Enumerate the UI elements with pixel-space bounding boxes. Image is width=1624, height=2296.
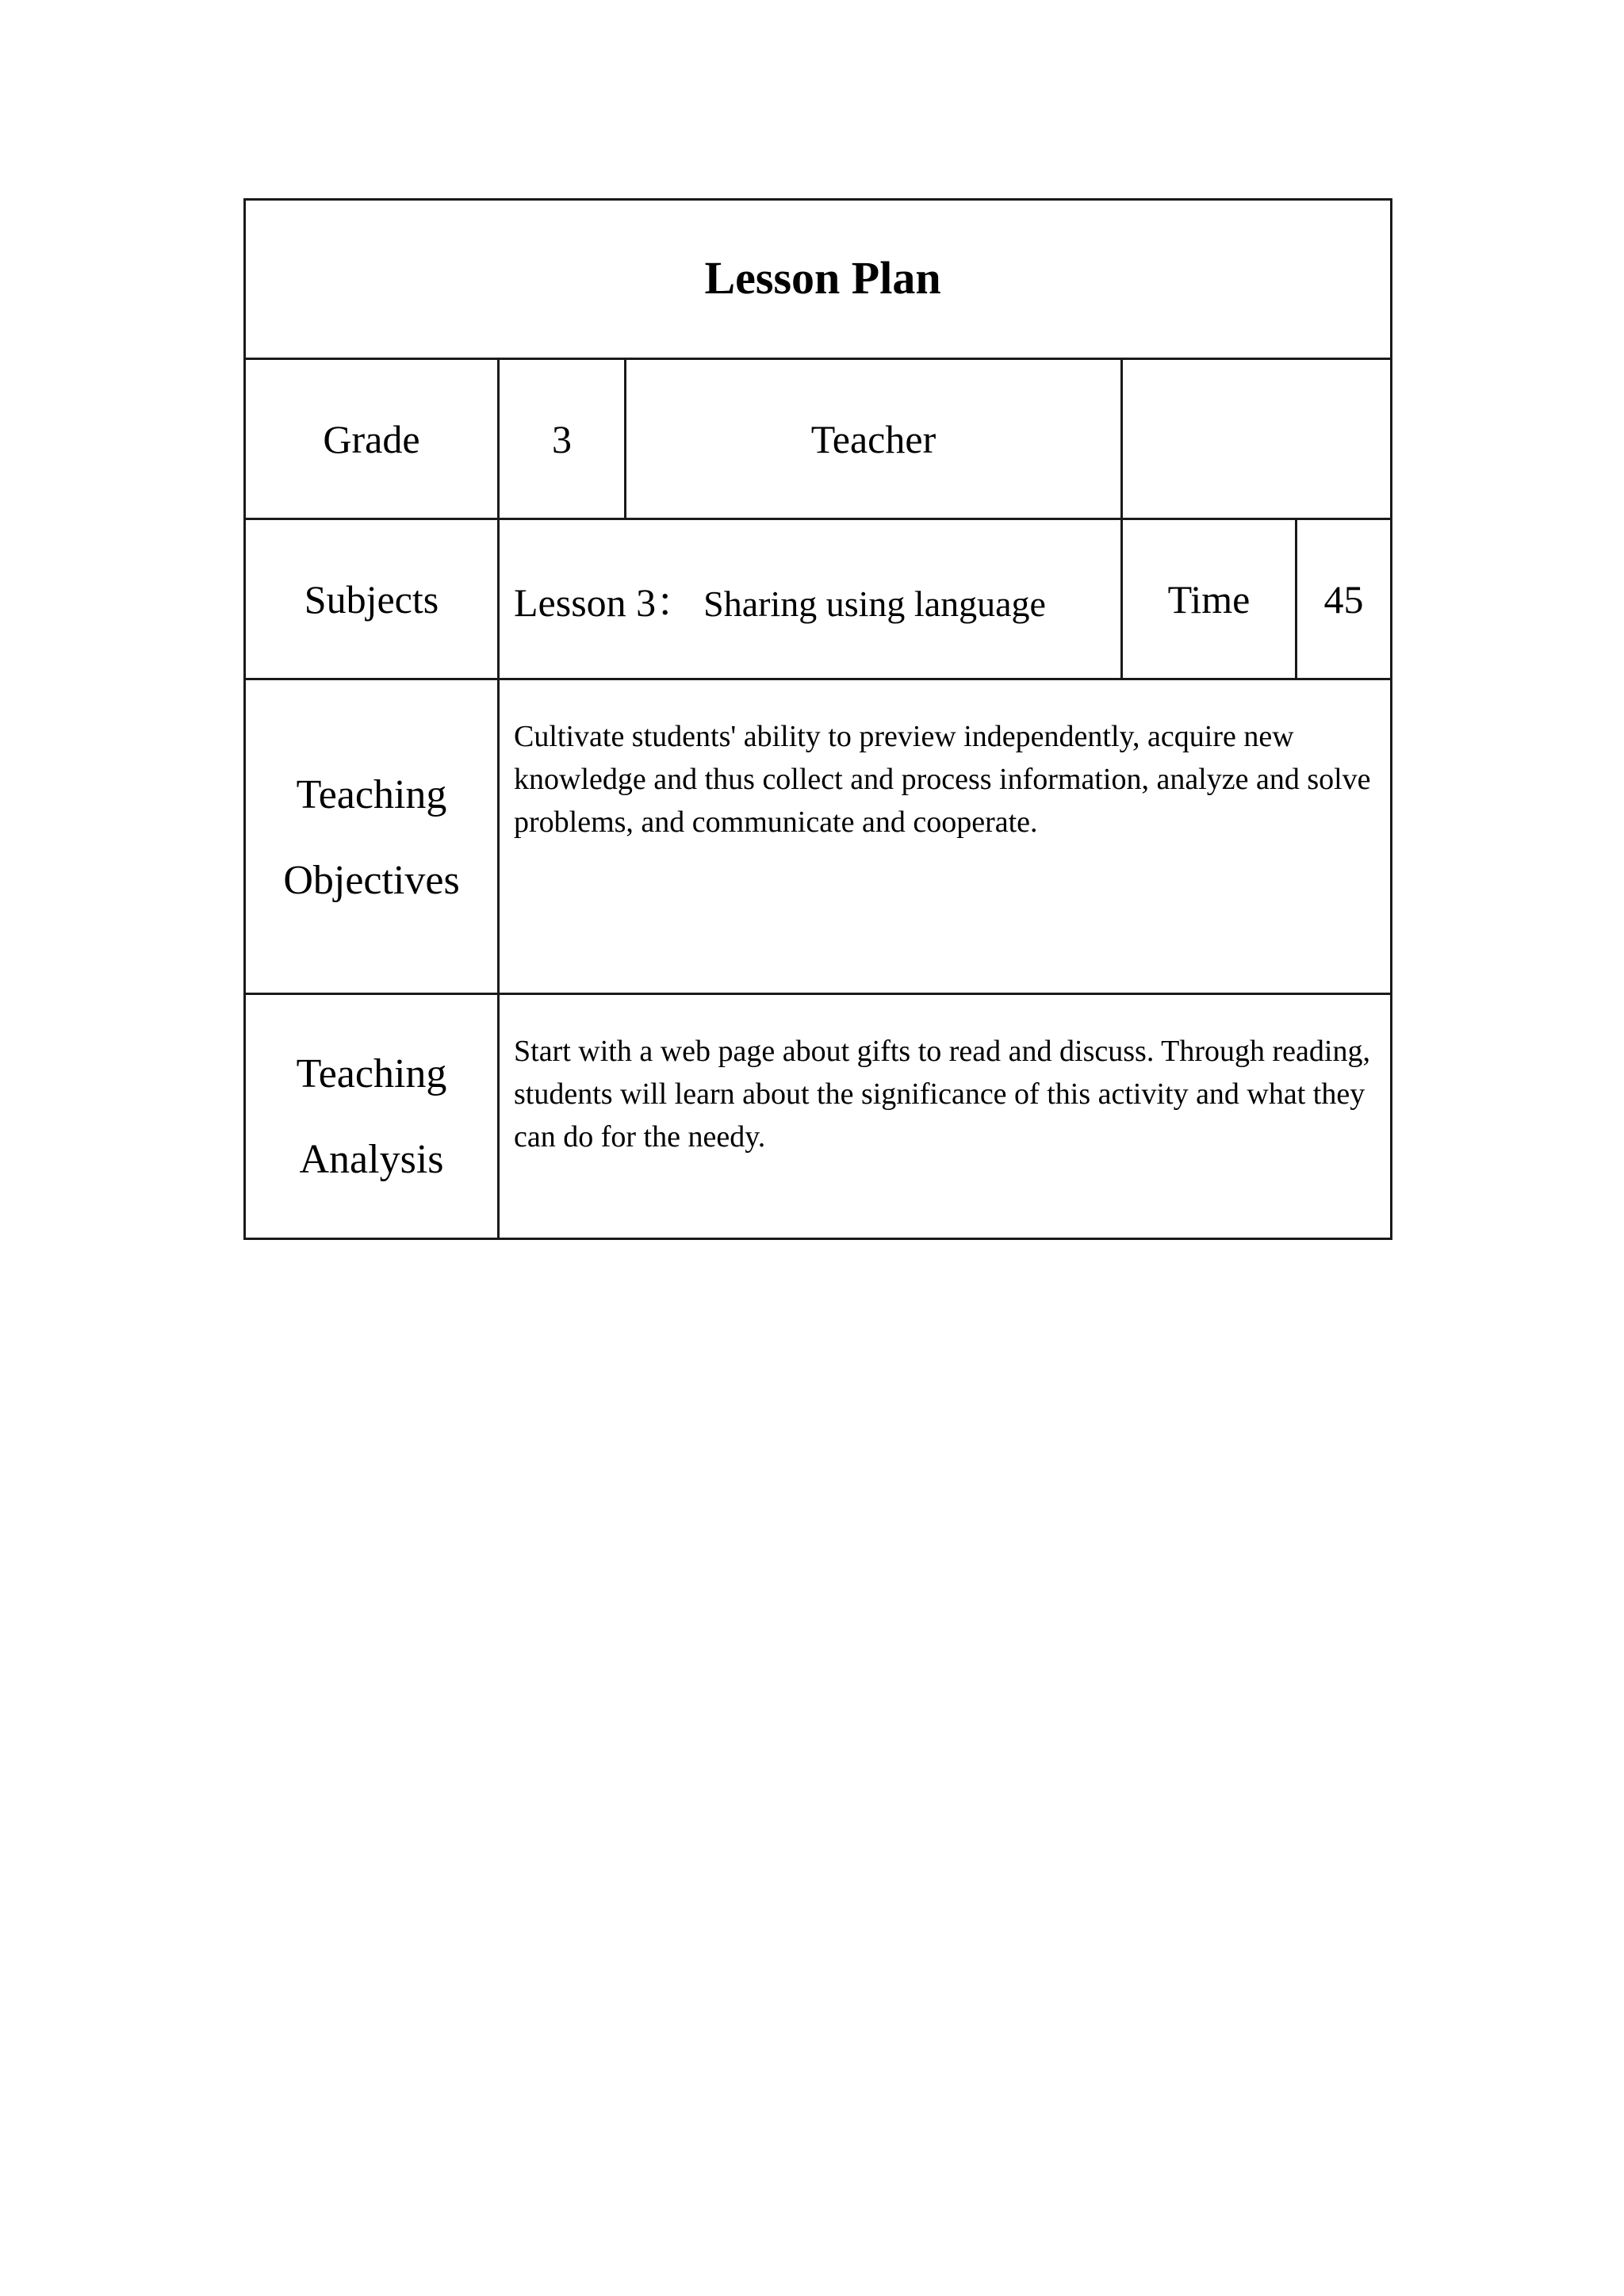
lesson-plan-table — [243, 198, 1392, 1240]
objectives-label — [245, 679, 499, 994]
analysis-text: Start with a web page about gifts to read and discuss. Through reading, students will learn about the significance of this activity and what they can do for the needy. — [499, 994, 1392, 1239]
objectives-label-line1: Teaching — [296, 772, 447, 817]
lesson-topic: Sharing using language — [703, 583, 1046, 624]
teacher-value — [1122, 359, 1392, 519]
teacher-label: Teacher — [626, 359, 1122, 519]
analysis-label-line2: Analysis — [299, 1137, 444, 1182]
subjects-label: Subjects — [245, 519, 499, 679]
subjects-value — [499, 519, 1122, 679]
lesson-colon: ： — [656, 580, 696, 625]
grade-value: 3 — [499, 359, 626, 519]
lesson-plan-title-cell — [245, 200, 1392, 359]
objectives-text: Cultivate students' ability to preview independently, acquire new knowledge and thus collect and process information, analyze and solve problems, and communicate and cooperate. — [499, 679, 1392, 994]
analysis-label — [245, 994, 499, 1239]
analysis-label-line1: Teaching — [296, 1051, 447, 1096]
grade-label: Grade — [245, 359, 499, 519]
lesson-plan-title: Lesson Plan — [704, 251, 941, 304]
time-value: 45 — [1297, 519, 1392, 679]
time-label: Time — [1122, 519, 1297, 679]
objectives-label-line2: Objectives — [283, 858, 460, 903]
lesson-number: Lesson 3 — [514, 580, 657, 625]
